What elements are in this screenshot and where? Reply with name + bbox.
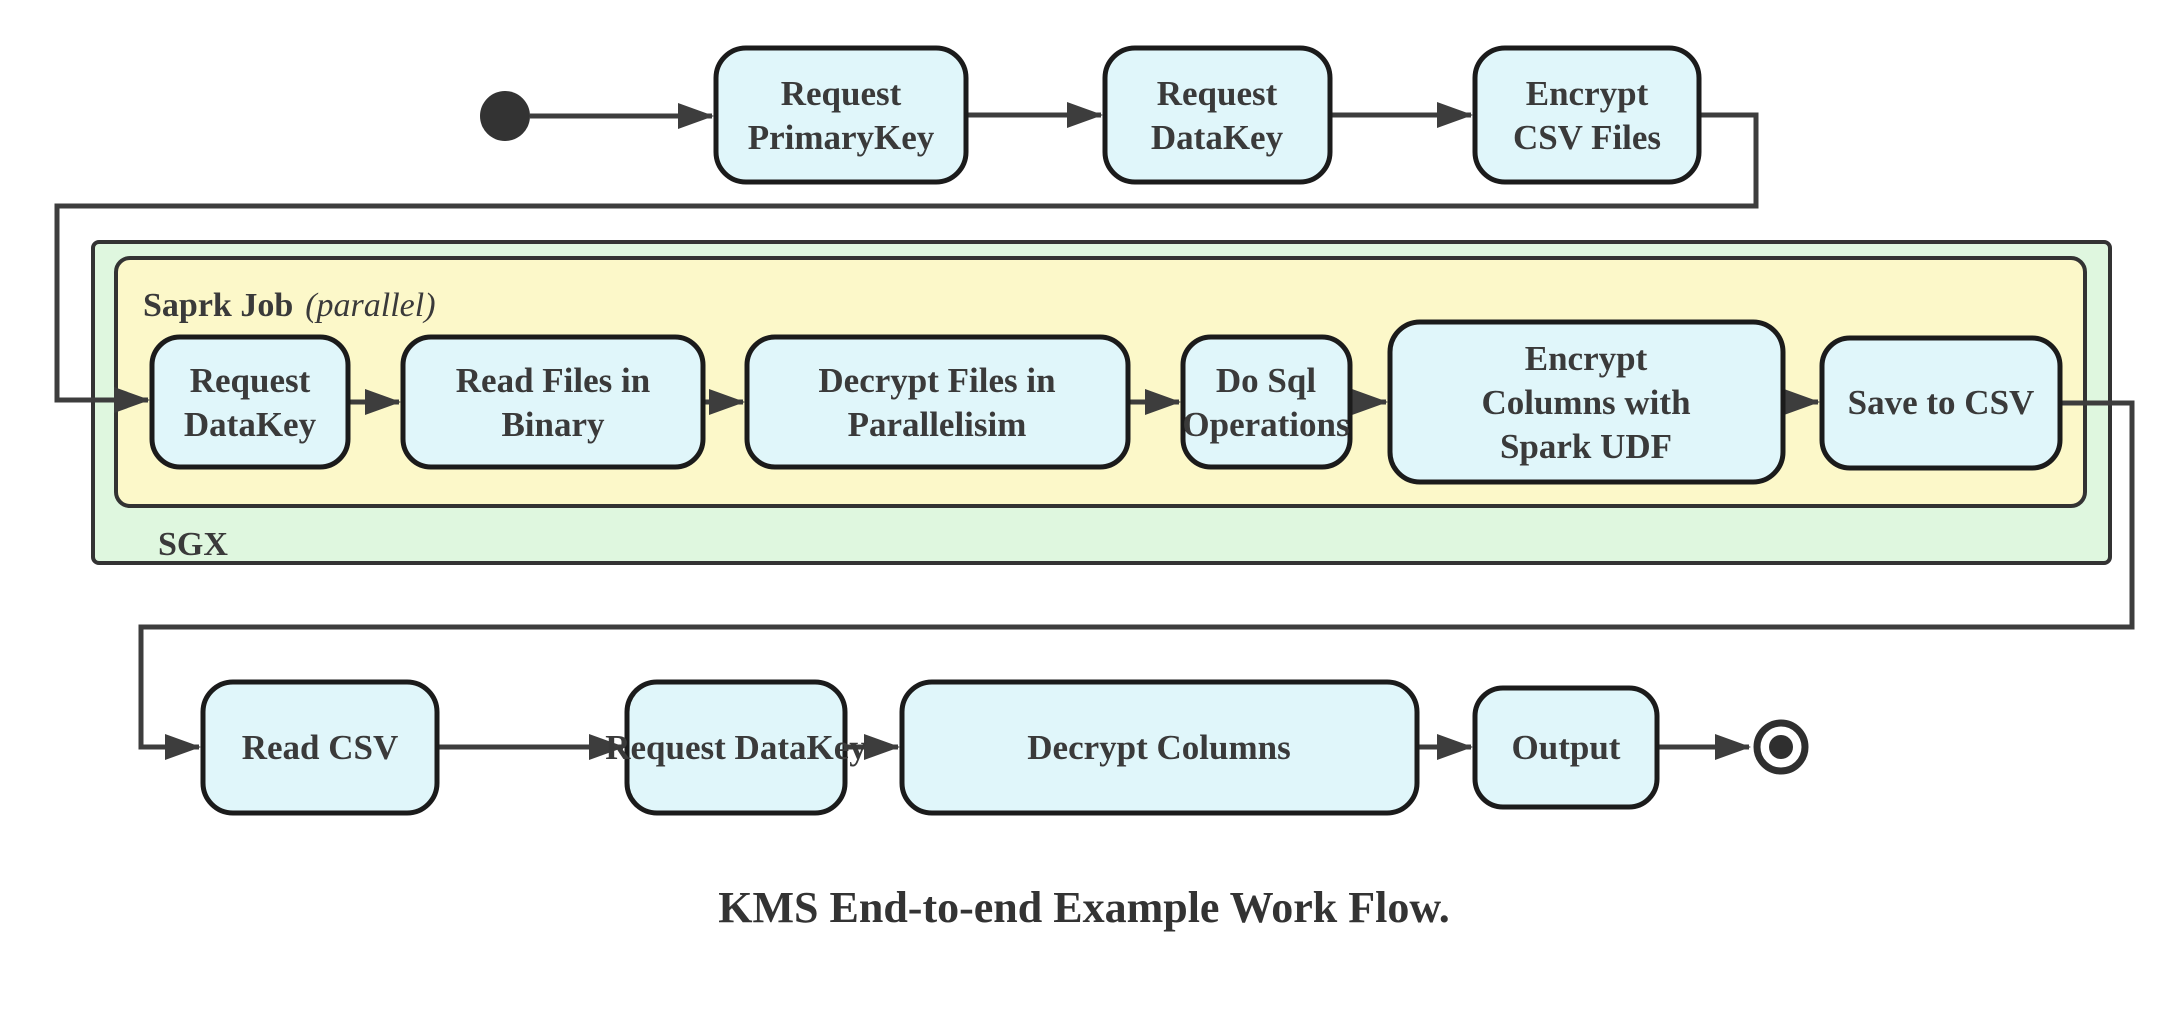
spark-job-parallel-modifier: (parallel)	[305, 287, 436, 324]
node-label	[1848, 383, 2035, 422]
node-label-line: Operations	[1182, 405, 1350, 444]
node-label-line: Binary	[501, 405, 605, 444]
end-node-dot	[1769, 735, 1793, 759]
node-encrypt-columns-with-spark-udf	[1390, 322, 1783, 482]
node-label-line: DataKey	[1150, 118, 1284, 157]
spark-job-label-text: Saprk Job	[143, 287, 294, 324]
node-request-datakey-bottom	[605, 682, 867, 813]
node-label-line: Request DataKey	[605, 728, 867, 767]
node-decrypt-columns	[902, 682, 1417, 813]
diagram-title: KMS End-to-end Example Work Flow.	[718, 883, 1450, 932]
node-box	[403, 337, 703, 467]
node-box	[1105, 48, 1330, 182]
spark-job-container-label	[143, 287, 436, 324]
node-label-line: Encrypt	[1525, 74, 1649, 113]
node-label-line: Columns with	[1481, 383, 1691, 422]
node-label-line: Request	[1156, 74, 1278, 113]
node-box	[1475, 48, 1699, 182]
sgx-container-label: SGX	[158, 526, 228, 563]
node-label	[605, 728, 867, 767]
node-request-datakey-sgx	[152, 337, 348, 467]
node-label-line: PrimaryKey	[747, 118, 935, 157]
node-save-to-csv	[1822, 338, 2060, 468]
node-output	[1475, 688, 1657, 807]
node-label-line: Save to CSV	[1847, 383, 2035, 422]
node-label-line: Output	[1511, 728, 1621, 767]
node-label-line: Read Files in	[455, 361, 651, 400]
node-label	[1027, 728, 1290, 767]
node-box	[716, 48, 966, 182]
node-box	[152, 337, 348, 467]
node-request-datakey-top	[1105, 48, 1330, 182]
node-request-primarykey	[716, 48, 966, 182]
node-box	[1183, 337, 1350, 467]
node-label-line: Request	[780, 74, 902, 113]
node-label-line: Decrypt Columns	[1027, 728, 1291, 767]
node-label-line: Encrypt	[1524, 339, 1648, 378]
node-read-csv	[203, 682, 437, 813]
end-node	[1757, 723, 1805, 771]
node-label-line: Spark UDF	[1499, 427, 1673, 466]
node-label	[242, 728, 399, 767]
node-label-line: Parallelisim	[847, 405, 1027, 444]
node-label-line: Do Sql	[1215, 361, 1317, 400]
node-box	[747, 337, 1128, 467]
node-decrypt-files-in-parallelisim	[747, 337, 1128, 467]
node-read-files-in-binary	[403, 337, 703, 467]
node-label-line: DataKey	[183, 405, 317, 444]
node-label-line: CSV Files	[1512, 118, 1662, 157]
start-node	[480, 91, 530, 141]
node-label-line: Read CSV	[241, 728, 399, 767]
node-label-line: Request	[189, 361, 311, 400]
node-encrypt-csv-files	[1475, 48, 1699, 182]
node-label-line: Decrypt Files in	[818, 361, 1056, 400]
node-label	[1512, 728, 1621, 767]
node-do-sql-operations	[1182, 337, 1350, 467]
